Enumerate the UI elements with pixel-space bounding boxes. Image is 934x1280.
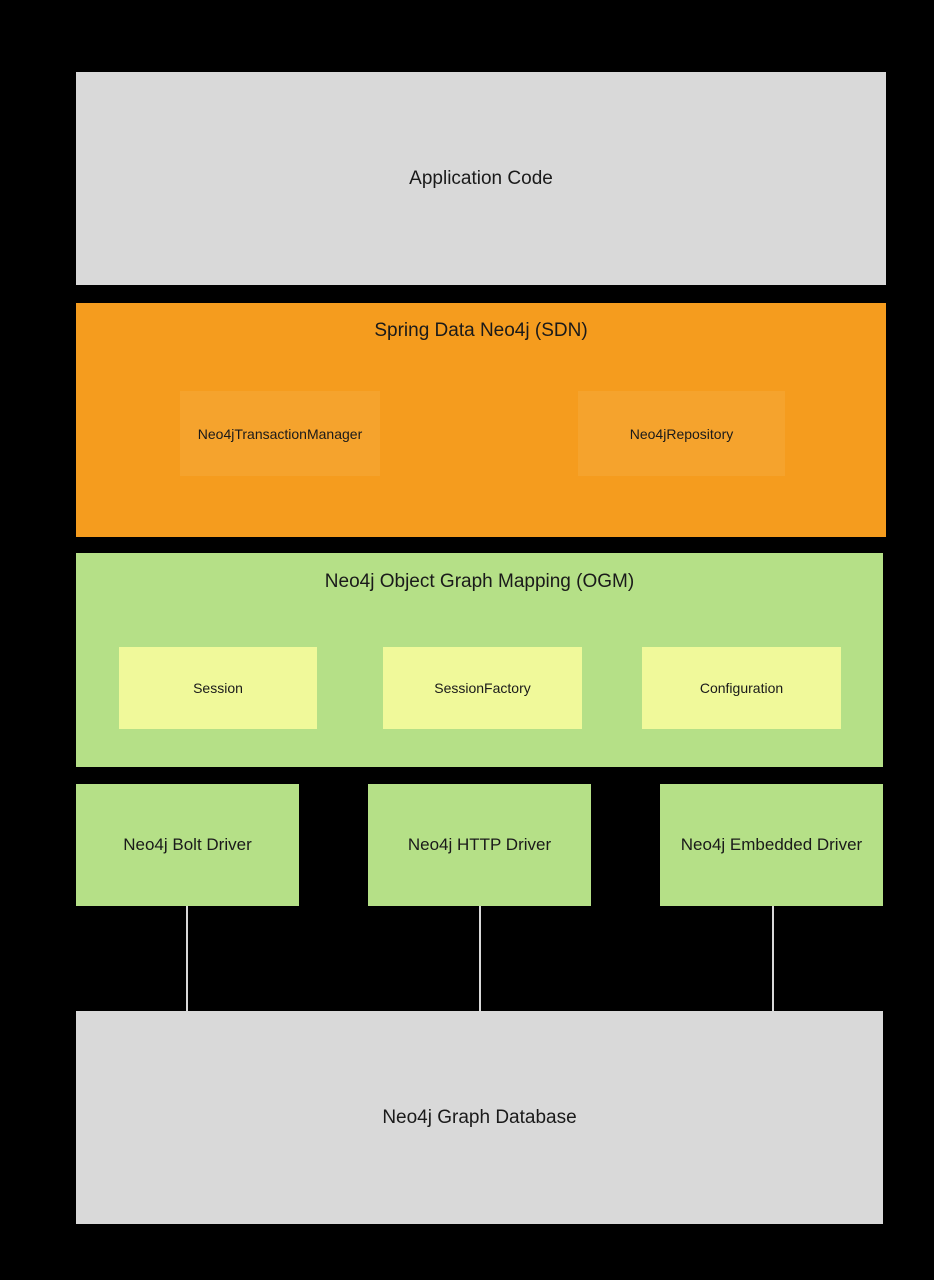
driver-embedded-label: Neo4j Embedded Driver [680,835,863,854]
layer-application-code-label: Application Code [409,167,553,189]
component-session-factory [383,647,582,729]
component-neo4j-repository [578,391,785,476]
driver-http [368,784,591,906]
component-session-label: Session [193,680,243,696]
component-neo4j-transaction-manager-label: Neo4jTransactionManager [197,425,363,442]
layer-neo4j-graph-database-label: Neo4j Graph Database [382,1106,577,1128]
layer-neo4j-graph-database [76,1011,883,1224]
layer-spring-data-neo4j [76,303,886,537]
driver-embedded [660,784,883,906]
layer-spring-data-neo4j-label: Spring Data Neo4j (SDN) [374,320,588,341]
component-configuration-label: Configuration [699,680,784,696]
connector-embedded-to-database [772,906,774,1011]
layer-object-graph-mapping-label: Neo4j Object Graph Mapping (OGM) [324,571,635,592]
driver-bolt [76,784,299,906]
component-session [119,647,317,729]
component-configuration [642,647,841,729]
layer-object-graph-mapping [76,553,883,767]
component-neo4j-repository-label: Neo4jRepository [629,425,734,442]
driver-bolt-label: Neo4j Bolt Driver [123,835,252,854]
component-session-factory-label: SessionFactory [434,680,531,696]
connector-bolt-to-database [186,906,188,1011]
connector-http-to-database [479,906,481,1011]
component-neo4j-transaction-manager [180,391,380,476]
driver-http-label: Neo4j HTTP Driver [407,835,552,854]
layer-application-code [76,72,886,285]
